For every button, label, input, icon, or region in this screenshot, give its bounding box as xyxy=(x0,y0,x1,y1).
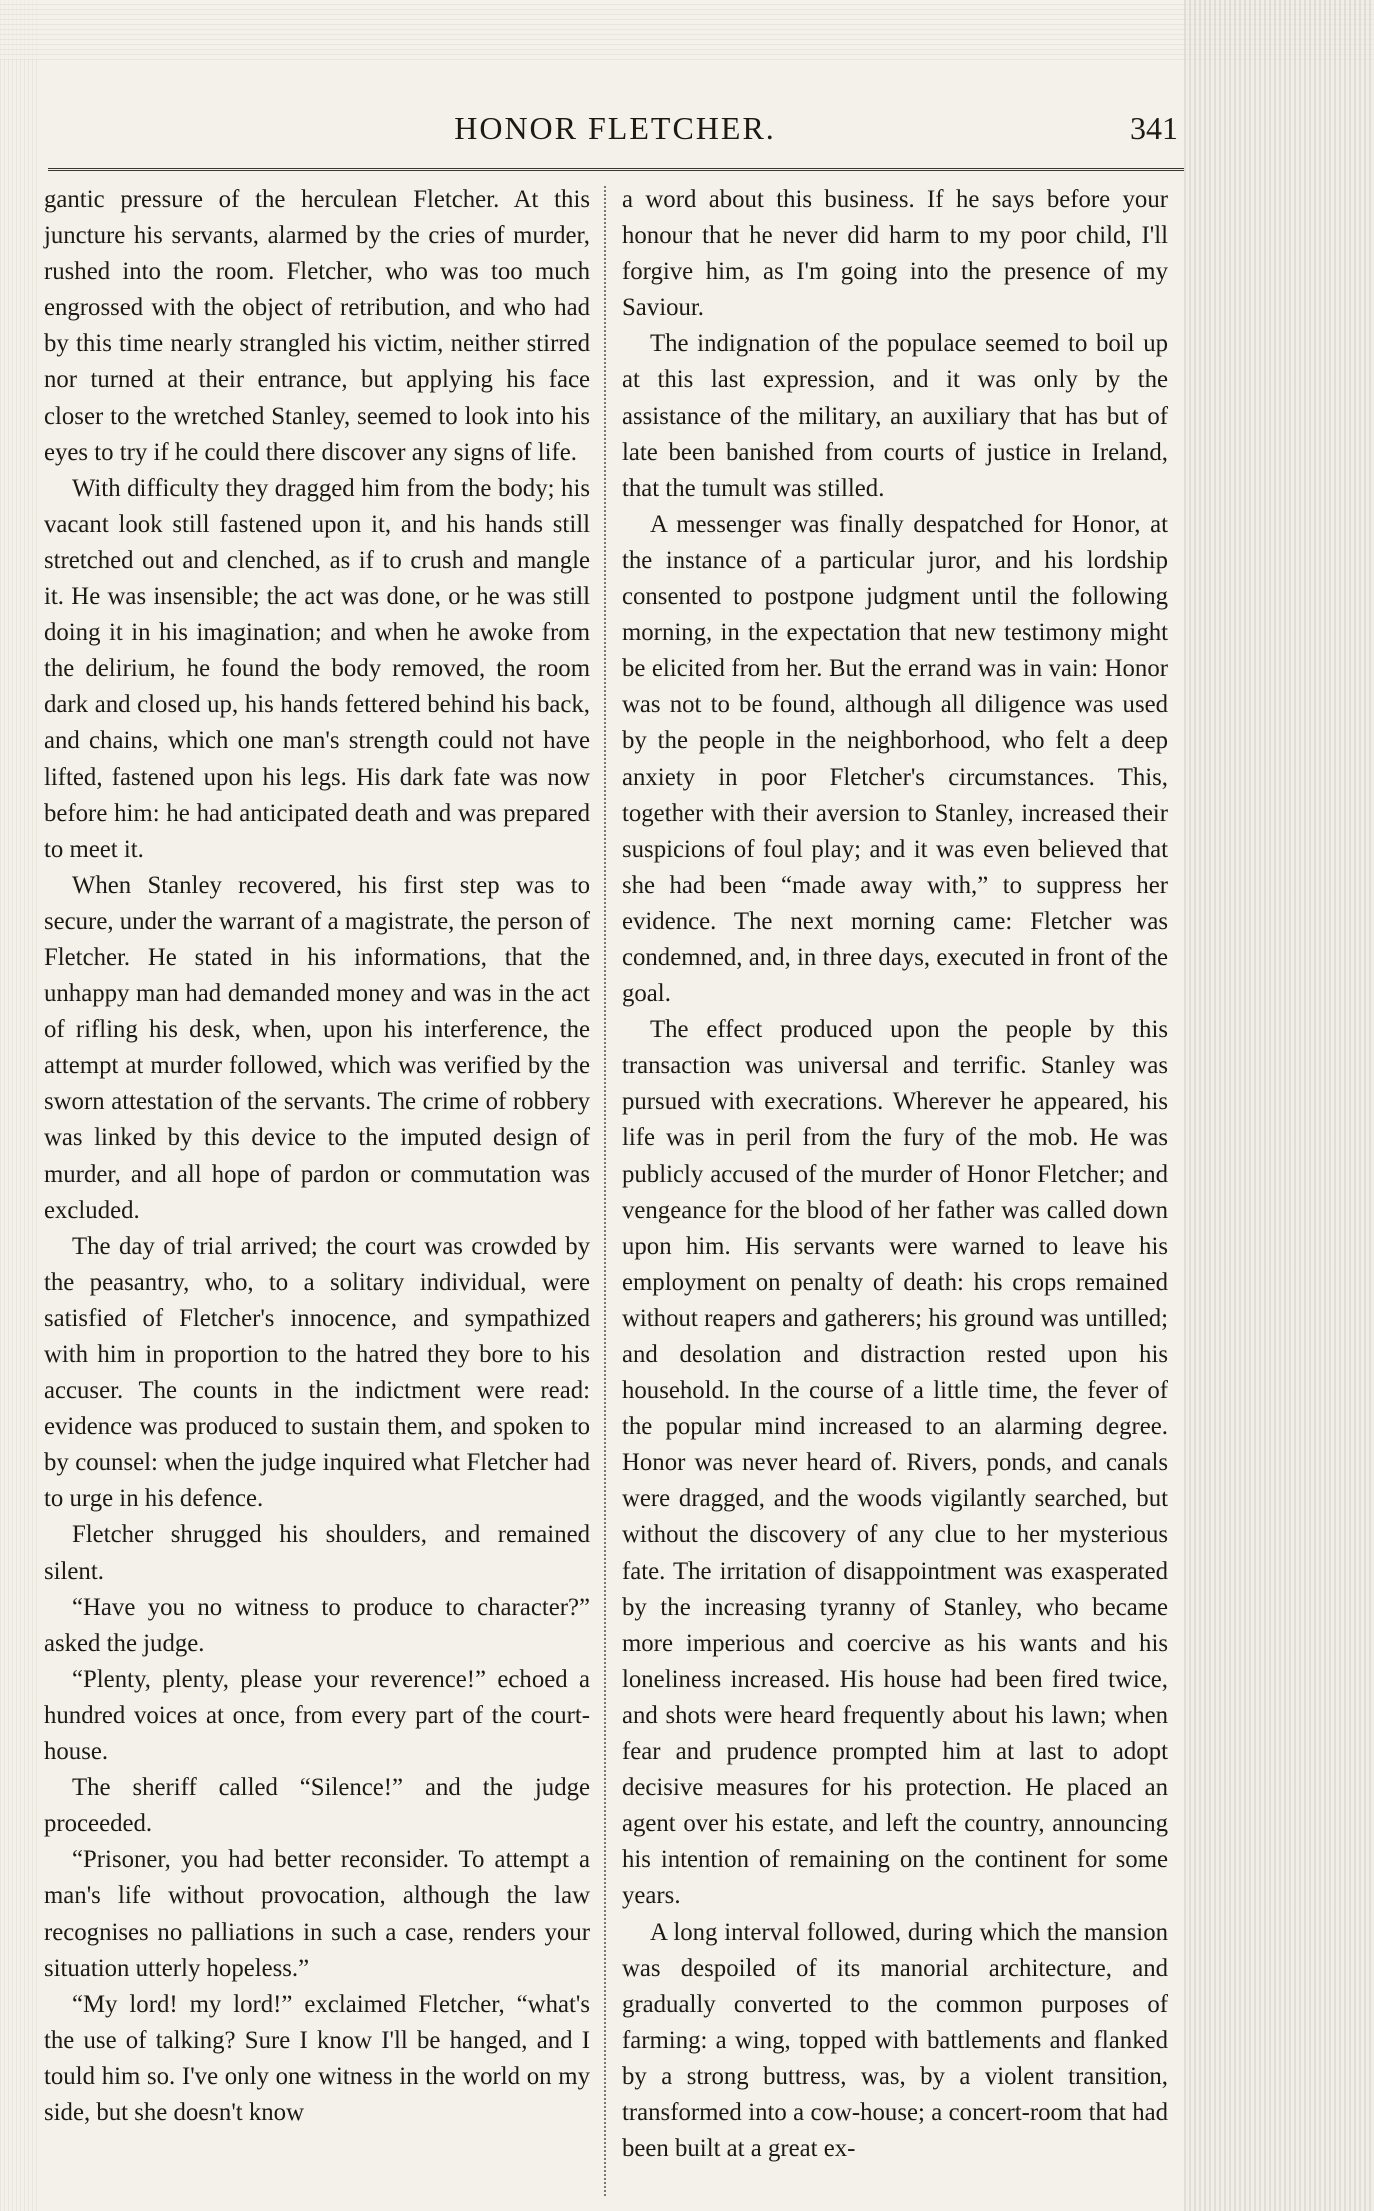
paragraph: When Stanley recovered, his first step was to secure, under the warrant of a magistrate, the person of Fletcher. He stated in his informations, that the unhappy man had demanded money and was in the act of rifling his desk, when, upon his interference, the attempt at murder followed, which was verified by the sworn attestation of the servants. The crime of robbery was linked by this device to the imputed design of murder, and all hope of pardon or commutation was excluded. xyxy=(44,871,590,1224)
right-column xyxy=(622,182,1168,2167)
scan-edge-top xyxy=(0,0,1374,60)
paragraph: “Have you no witness to produce to character?” asked the judge. xyxy=(44,1593,590,1657)
paragraph: The indignation of the populace seemed to boil up at this last expression, and it was only by the assistance of the military, an auxiliary that has but of late been banished from courts of justice in Ireland, that the tumult was stilled. xyxy=(622,330,1168,502)
paragraph: Fletcher shrugged his shoulders, and remained silent. xyxy=(44,1521,590,1585)
paragraph: a word about this business. If he says before your honour that he never did harm to my poor child, I'll forgive him, as I'm going into the presence of my Saviour. xyxy=(622,186,1168,322)
scan-edge-left xyxy=(0,0,40,2211)
paragraph: “My lord! my lord!” exclaimed Fletcher, “what's the use of talking? Sure I know I'll be hanged, and I tould him so. I've only one witness in the world on my side, but she doesn't know xyxy=(44,1990,590,2126)
column-divider xyxy=(604,186,606,2196)
running-head xyxy=(40,108,1190,158)
left-column xyxy=(44,182,590,2131)
paragraph: The day of trial arrived; the court was crowded by the peasantry, who, to a solitary individual, were satisfied of Fletcher's innocence, and sympathized with him in proportion to the hatred they bore to his accuser. The counts in the indictment were read: evidence was produced to sustain them, and spoken to by counsel: when the judge inquired what Fletcher had to urge in his defence. xyxy=(44,1232,590,1513)
paragraph: The effect produced upon the people by this transaction was universal and terrific. Stanley was pursued with execrations. Wherever he appeared, his life was in peril from the fury of the mob. He was publicly accused of the murder of Honor Fletcher; and vengeance for the blood of her father was called down upon him. His servants were warned to leave his employment on penalty of death: his crops remained without reapers and gatherers; his ground was untilled; and desolation and distraction rested upon his household. In the course of a little time, the fever of the popular mind increased to an alarming degree. Honor was never heard of. Rivers, ponds, and canals were dragged, and the woods vigilantly searched, but without the discovery of any clue to her mysterious fate. The irritation of disappointment was exasperated by the increasing tyranny of Stanley, who became more imperious and coercive as his wants and his loneliness increased. His house had been fired twice, and shots were heard frequently about his lawn; when fear and prudence prompted him at last to adopt decisive measures for his protection. He placed an agent over his estate, and left the country, announcing his intention of remaining on the continent for some years. xyxy=(622,1016,1168,1910)
page-number: 341 xyxy=(1130,110,1178,146)
header-rule xyxy=(48,168,1184,171)
paragraph: The sheriff called “Silence!” and the judge proceeded. xyxy=(44,1774,590,1838)
paragraph: gantic pressure of the herculean Fletcher. At this juncture his servants, alarmed by the cries of murder, rushed into the room. Fletcher, who was too much engrossed with the object of retribution, and who had by this time nearly strangled his victim, neither stirred nor turned at their entrance, but applying his face closer to the wretched Stanley, seemed to look into his eyes to try if he could there discover any signs of life. xyxy=(44,186,590,466)
paragraph: A messenger was finally despatched for Honor, at the instance of a particular juror, and his lordship consented to postpone judgment until the following morning, in the expectation that new testimony might be elicited from her. But the errand was in vain: Honor was not to be found, although all diligence was used by the people in the neighborhood, who felt a deep anxiety in poor Fletcher's circumstances. This, together with their aversion to Stanley, increased their suspicions of foul play; and it was even believed that she had been “made away with,” to suppress her evidence. The next morning came: Fletcher was condemned, and, in three days, executed in front of the goal. xyxy=(622,510,1168,1008)
paragraph: “Prisoner, you had better reconsider. To attempt a man's life without provocation, although the law recognises no palliations in such a case, renders your situation utterly hopeless.” xyxy=(44,1846,590,1982)
running-title: HONOR FLETCHER. xyxy=(454,110,776,146)
paragraph: A long interval followed, during which the mansion was despoiled of its manorial architecture, and gradually converted to the common purposes of farming: a wing, topped with battlements and flanked by a strong buttress, was, by a violent transition, transformed into a cow-house; a concert-room that had been built at a great ex- xyxy=(622,1918,1168,2163)
paragraph: “Plenty, plenty, please your reverence!” echoed a hundred voices at once, from every part of the court-house. xyxy=(44,1665,590,1766)
paragraph: With difficulty they dragged him from the body; his vacant look still fastened upon it, and his hands still stretched out and clenched, as if to crush and mangle it. He was insensible; the act was done, or he was still doing it in his imagination; and when he awoke from the delirium, he found the body removed, the room dark and closed up, his hands fettered behind his back, and chains, which one man's strength could not have lifted, fastened upon his legs. His dark fate was now before him: he had anticipated death and was prepared to meet it. xyxy=(44,474,590,863)
scan-edge-right xyxy=(1184,0,1374,2211)
